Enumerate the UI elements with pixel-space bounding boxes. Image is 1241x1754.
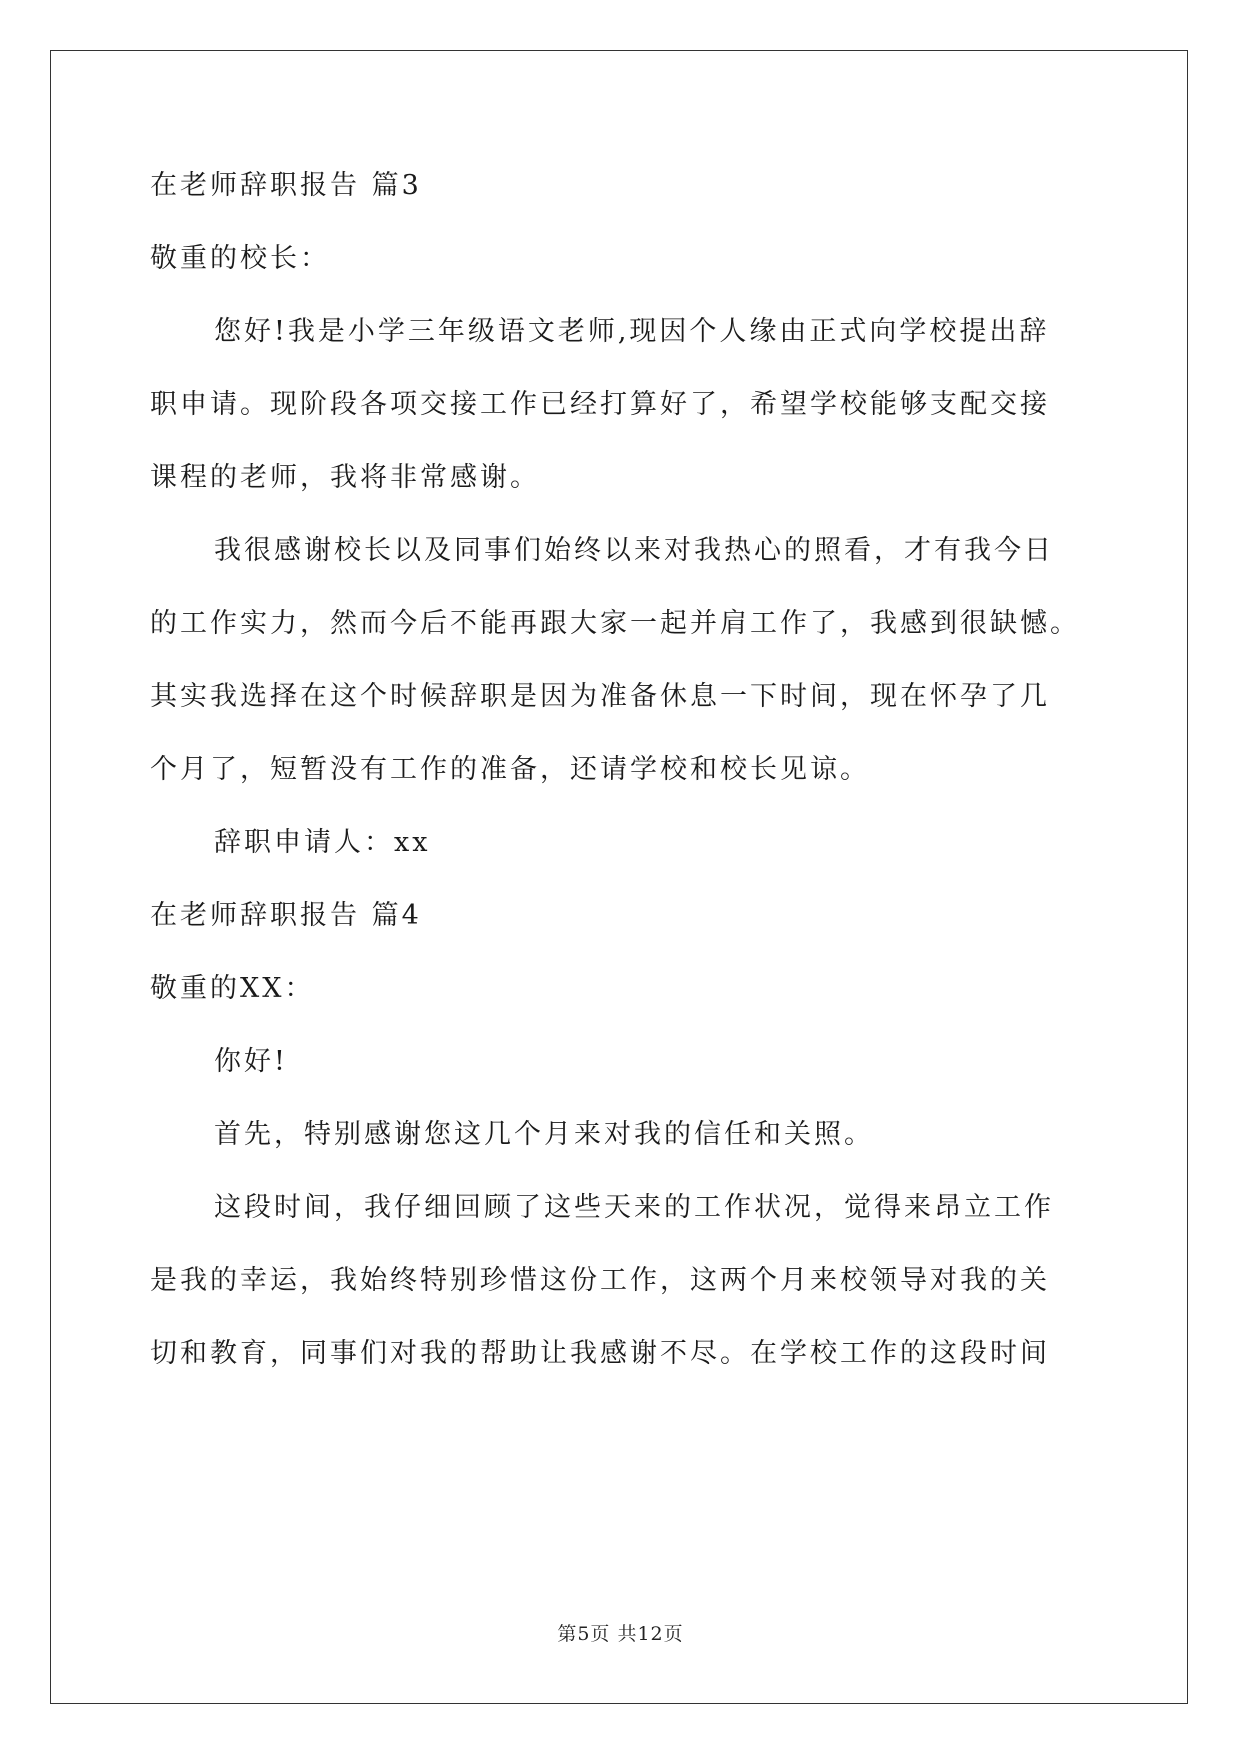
signature-line: 辞职申请人：xx (214, 827, 431, 858)
paragraph-line: 这段时间，我仔细回顾了这些天来的工作状况，觉得来昂立工作 (214, 1192, 1054, 1223)
paragraph-line: 课程的老师，我将非常感谢。 (150, 462, 540, 493)
section-heading: 在老师辞职报告 篇3 (150, 170, 422, 201)
salutation: 敬重的校长： (150, 243, 330, 274)
paragraph-line: 我很感谢校长以及同事们始终以来对我热心的照看，才有我今日 (214, 535, 1054, 566)
section-heading: 在老师辞职报告 篇4 (150, 900, 422, 931)
paragraph-line: 首先，特别感谢您这几个月来对我的信任和关照。 (214, 1119, 874, 1150)
paragraph-line: 切和教育，同事们对我的帮助让我感谢不尽。在学校工作的这段时间 (150, 1338, 1050, 1369)
salutation: 敬重的XX： (150, 973, 315, 1004)
paragraph-line: 其实我选择在这个时候辞职是因为准备休息一下时间，现在怀孕了几 (150, 681, 1050, 712)
paragraph-line: 是我的幸运，我始终特别珍惜这份工作，这两个月来校领导对我的关 (150, 1265, 1050, 1296)
page-border (50, 50, 1188, 1704)
paragraph-line: 的工作实力，然而今后不能再跟大家一起并肩工作了，我感到很缺憾。 (150, 608, 1080, 639)
greeting: 你好! (214, 1046, 288, 1077)
page-number: 第5页 共12页 (557, 1623, 684, 1645)
paragraph-line: 个月了，短暂没有工作的准备，还请学校和校长见谅。 (150, 754, 870, 785)
paragraph-line: 职申请。现阶段各项交接工作已经打算好了，希望学校能够支配交接 (150, 389, 1050, 420)
paragraph-line: 您好!我是小学三年级语文老师,现因个人缘由正式向学校提出辞 (214, 316, 1050, 347)
